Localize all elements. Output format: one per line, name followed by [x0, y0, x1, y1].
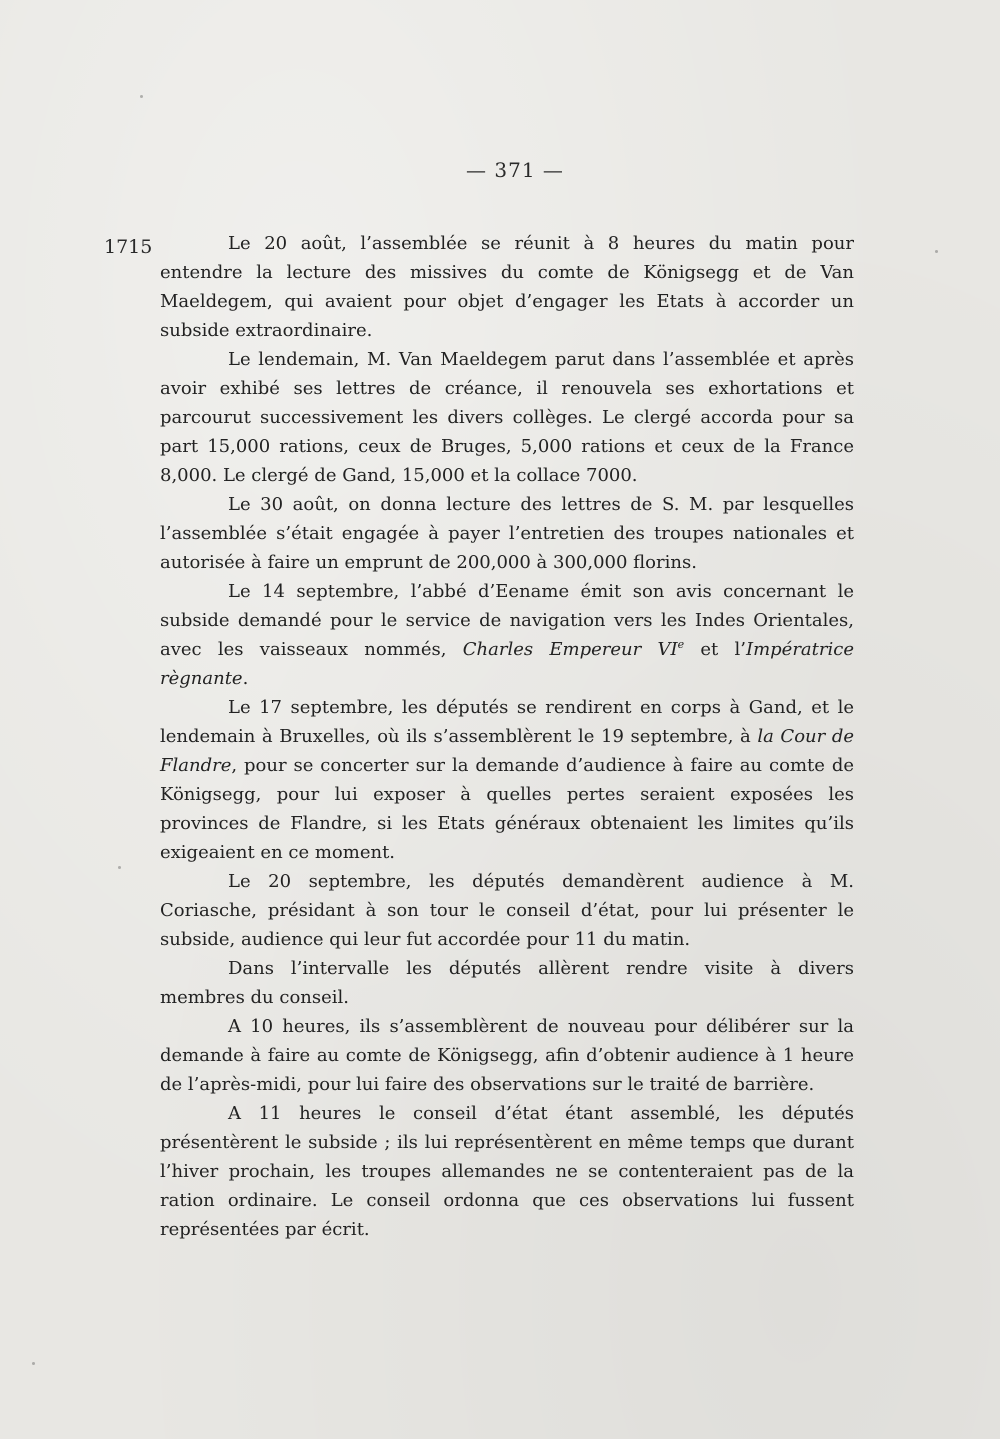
paragraph-6: Le 20 septembre, les députés demandèrent audience à M. Coriasche, présidant à son tour le conseil d’état, pour lui présenter le subside, audience qui leur fut accordée pour 11 du matin. — [160, 871, 854, 950]
paper-speck — [140, 95, 143, 98]
paragraph-2: Le lendemain, M. Van Maeldegem parut dans l’assemblée et après avoir exhibé ses lettres de créance, il renouvela ses exhortations et parcourut successivement les divers collèges. Le clergé accorda pour sa part 15,000 rations, ceux de Bruges, 5,000 rations et ceux de la France 8,000. Le clergé de Gand, 15,000 et la collace 7000. — [160, 349, 854, 486]
ship-name-charles — [463, 639, 684, 660]
paragraph-5-text-before: Le 17 septembre, les députés se rendirent en corps à Gand, et le lendemain à Bruxelles, où ils s’assemblèrent le 19 septembre, à — [160, 697, 854, 747]
paragraph-1: Le 20 août, l’assemblée se réunit à 8 heures du matin pour entendre la lecture des missives du comte de Königsegg et de Van Maeldegem, qui avaient pour objet d’engager les Etats à accorder un subside extraordinaire. — [160, 233, 854, 341]
paragraph-4-text-mid: et l’ — [684, 639, 746, 660]
paragraph-5 — [160, 693, 854, 867]
ship-name-charles-text: Charles Empereur VI — [462, 639, 678, 660]
place-name-cour-de-flandre: la Cour de Flandre — [160, 726, 854, 776]
ordinal-superscript: e — [677, 638, 685, 651]
paper-speck — [32, 1362, 35, 1365]
paragraph-5-text-after: , pour se concerter sur la demande d’audience à faire au comte de Königsegg, pour lui exposer à quelles pertes seraient exposées les provinces de Flandre, si les Etats généraux obtenaient les limites qu’ils exigeaient en ce moment. — [160, 755, 854, 863]
paper-speck — [935, 250, 938, 253]
paragraph-4-text-before: Le 14 septembre, l’abbé d’Eename émit son avis concernant le subside demandé pour le service de navigation vers les Indes Orientales, avec les vaisseaux nommés, — [160, 581, 854, 660]
paragraph-4-text-after: . — [242, 668, 249, 689]
paragraph-9: A 11 heures le conseil d’état étant assemblé, les députés présentèrent le subside ; ils lui représentèrent en même temps que durant l’hiver prochain, les troupes allemandes ne se contenteraient pas de la ration ordinaire. Le conseil ordonna que ces observations lui fussent représentées par écrit. — [160, 1103, 854, 1240]
paragraph-4 — [160, 577, 854, 693]
paper-speck — [118, 866, 121, 869]
margin-year: 1715 — [104, 236, 153, 258]
paragraph-7: Dans l’intervalle les députés allèrent rendre visite à divers membres du conseil. — [160, 958, 854, 1008]
paragraph-3: Le 30 août, on donna lecture des lettres de S. M. par lesquelles l’assemblée s’était engagée à payer l’entretien des troupes nationales et autorisée à faire un emprunt de 200,000 à 300,000 florins. — [160, 494, 854, 573]
ship-name-imperatrice: Impératrice règnante — [160, 639, 854, 689]
page-number: — 371 — — [466, 158, 564, 182]
paragraph-8: A 10 heures, ils s’assemblèrent de nouveau pour délibérer sur la demande à faire au comte de Königsegg, afin d’obtenir audience à 1 heure de l’après-midi, pour lui faire des observations sur le traité de barrière. — [160, 1016, 854, 1095]
body-text — [160, 229, 854, 1244]
